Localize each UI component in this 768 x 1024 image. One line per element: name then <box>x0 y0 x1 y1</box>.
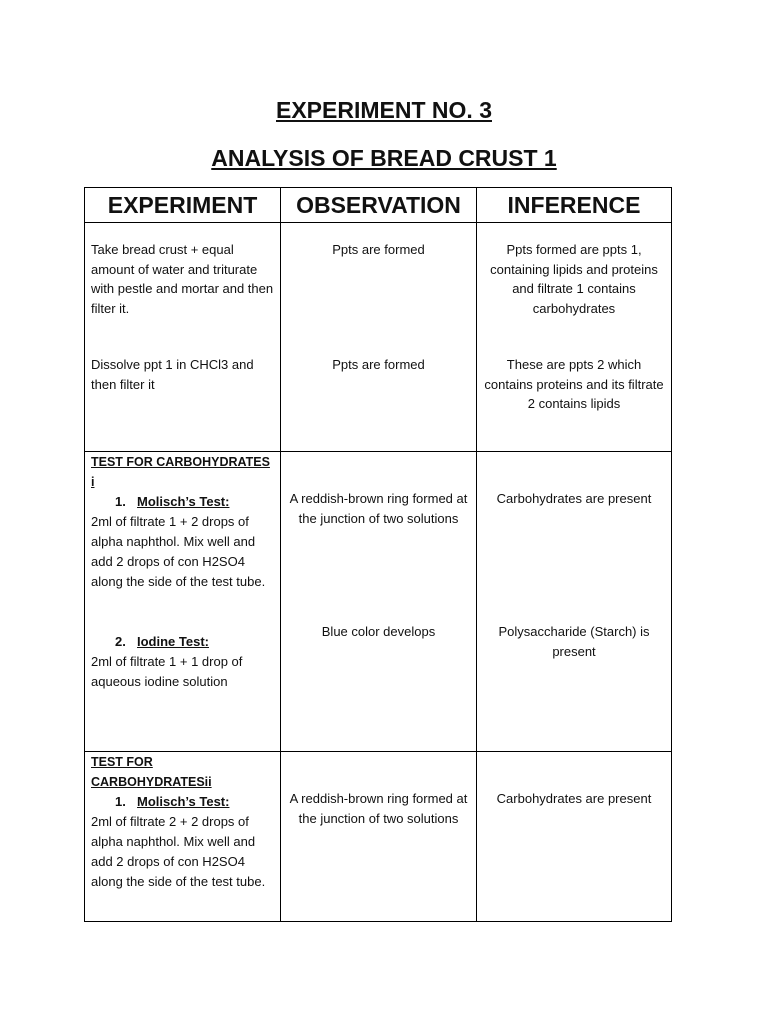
experiment-cell <box>85 452 281 752</box>
inference-text: Carbohydrates are present <box>496 791 652 806</box>
inference-cell <box>477 223 672 452</box>
test-name: Molisch’s Test: <box>137 494 230 509</box>
test-name: Molisch’s Test: <box>137 794 230 809</box>
column-header-inference: INFERENCE <box>477 188 672 223</box>
test-name: Iodine Test: <box>137 634 209 649</box>
observation-text: Ppts are formed <box>332 242 425 257</box>
table-row <box>85 752 672 922</box>
observation-text: A reddish-brown ring formed at the junction of two solutions <box>289 491 468 526</box>
test-title: 1. Molisch’s Test: <box>115 494 230 509</box>
test-title: 1. Molisch’s Test: <box>115 794 230 809</box>
table-row <box>85 223 672 452</box>
experiment-cell <box>85 223 281 452</box>
table-header-row <box>85 188 672 223</box>
inference-cell <box>477 452 672 752</box>
procedure-text: 2ml of filtrate 1 + 1 drop of aqueous iodine solution <box>91 654 243 689</box>
section-heading: TEST FOR CARBOHYDRATES i <box>91 455 270 489</box>
procedure-text: Take bread crust + equal amount of water and triturate with pestle and mortar and then filter it. <box>91 242 274 316</box>
section-heading: TEST FOR CARBOHYDRATESii <box>91 755 212 789</box>
page-subtitle: ANALYSIS OF BREAD CRUST 1 <box>211 145 557 171</box>
page-title: EXPERIMENT NO. 3 <box>276 97 492 123</box>
table-row <box>85 452 672 752</box>
test-title: 2. Iodine Test: <box>115 634 209 649</box>
experiment-cell <box>85 752 281 922</box>
inference-text: Ppts formed are ppts 1, containing lipids and proteins and filtrate 1 contains carbohydrates <box>490 242 658 316</box>
column-header-observation: OBSERVATION <box>281 188 477 223</box>
observation-cell <box>281 752 477 922</box>
inference-text: Polysaccharide (Starch) is present <box>498 624 650 659</box>
procedure-text: 2ml of filtrate 2 + 2 drops of alpha naphthol. Mix well and add 2 drops of con H2SO4 along the side of the test tube. <box>91 814 266 889</box>
experiment-table <box>84 187 672 922</box>
procedure-text: 2ml of filtrate 1 + 2 drops of alpha naphthol. Mix well and add 2 drops of con H2SO4 along the side of the test tube. <box>91 514 266 589</box>
observation-cell <box>281 452 477 752</box>
observation-cell <box>281 223 477 452</box>
inference-text: Carbohydrates are present <box>496 491 652 506</box>
observation-text: A reddish-brown ring formed at the junction of two solutions <box>289 791 468 826</box>
inference-text: These are ppts 2 which contains proteins and its filtrate 2 contains lipids <box>484 357 664 411</box>
inference-cell <box>477 752 672 922</box>
observation-text: Blue color develops <box>321 624 436 639</box>
procedure-text: Dissolve ppt 1 in CHCl3 and then filter it <box>91 357 254 392</box>
column-header-experiment: EXPERIMENT <box>85 188 281 223</box>
observation-text: Ppts are formed <box>332 357 425 372</box>
